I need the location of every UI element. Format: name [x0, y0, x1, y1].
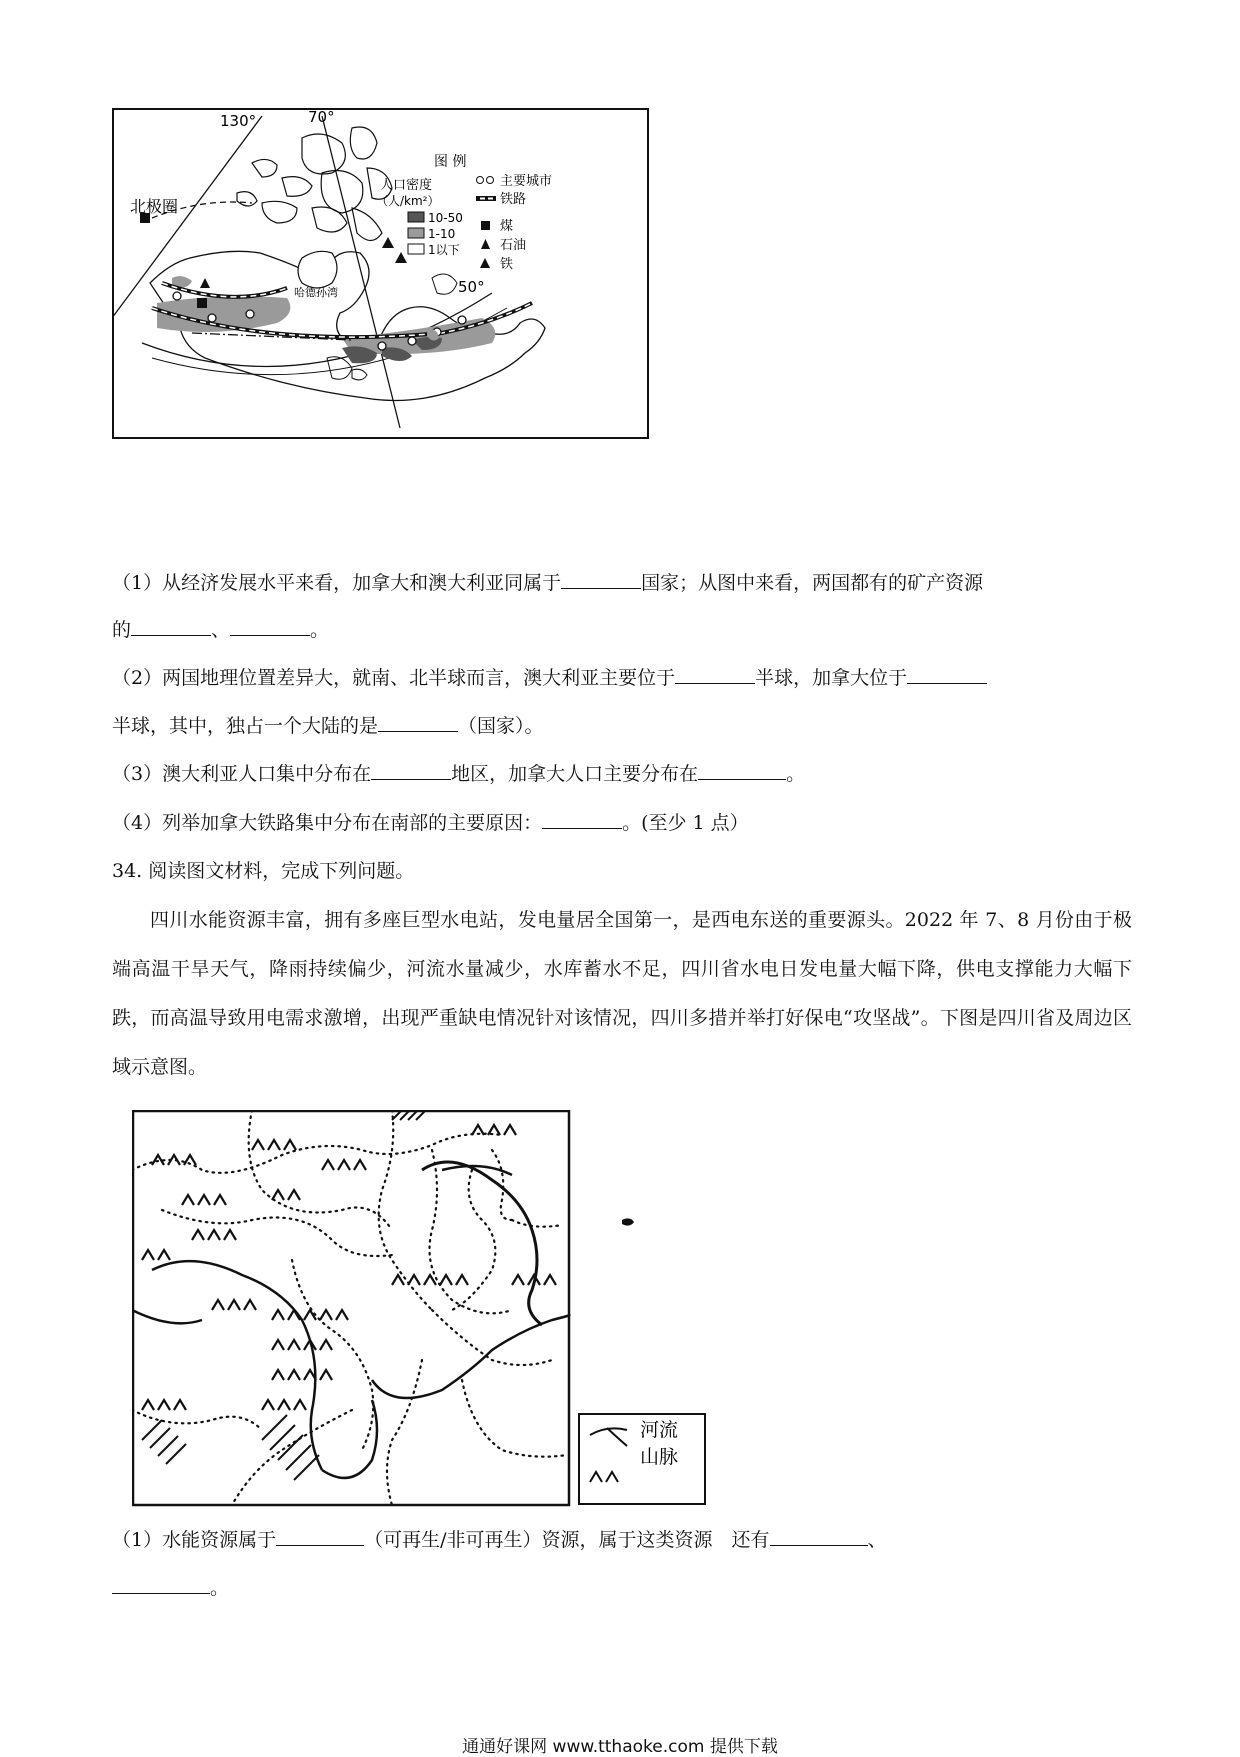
legend-railway: 铁路: [500, 192, 527, 207]
q33-item-1-line2: [112, 615, 329, 644]
q33-2-blank-2[interactable]: [907, 663, 987, 684]
arctic-circle-label: 北极圈: [130, 197, 179, 216]
q33-2-text-c: 半球，其中，独占一个大陆的是: [112, 715, 379, 737]
page-footer: 通通好课网 www.tthaoke.com 提供下载: [462, 1737, 778, 1757]
legend-river-label: 河流: [640, 1419, 679, 1441]
canada-map: [112, 108, 650, 440]
coal-symbol-south: [197, 298, 207, 308]
q34-title: 34. 阅读图文材料，完成下列问题。: [112, 860, 415, 882]
q33-1-blank-1[interactable]: [561, 568, 641, 589]
q33-2-text-d: （国家）。: [458, 715, 544, 737]
q33-3-text-b: 地区，加拿大人口主要分布在: [451, 763, 699, 785]
legend-mountain-label: 山脉: [640, 1446, 679, 1468]
legend-title: 图 例: [434, 154, 467, 170]
q34-1-text-b: （可再生/非可再生）资源，属于这类资源 还有: [364, 1529, 770, 1551]
q33-3-text-a: （3）澳大利亚人口集中分布在: [112, 763, 372, 785]
density-item-1: 10-50: [428, 211, 463, 225]
q33-3-blank-1[interactable]: [371, 759, 451, 780]
q34-item-1-line1: [112, 1525, 887, 1554]
q34-paragraph: 四川水能资源丰富，拥有多座巨型水电站，发电量居全国第一，是西电东送的重要源头。2022 年 7、8 月份由于极端高温干旱天气，降雨持续偏少，河流水量减少，水库蓄水不足，四川省水电日发电量大幅下降，供电支撑能力大幅下跌，而高温导致用电需求激增，出现严重缺电情况针对该情况，四川多措并举打好保电“攻坚战”。下图是四川省及周边区域示意图。: [112, 909, 1132, 1078]
legend-coal: 煤: [500, 219, 514, 234]
lon-130-label: 130°: [220, 112, 257, 130]
density-title: 人口密度: [380, 178, 433, 193]
q33-2-text-b: 半球，加拿大位于: [755, 667, 908, 689]
q34-1-blank-2[interactable]: [770, 1525, 868, 1546]
q34-1-text-a: （1）水能资源属于: [112, 1529, 277, 1551]
q34-1-blank-1[interactable]: [276, 1525, 364, 1546]
q33-1-text-a: （1）从经济发展水平来看，加拿大和澳大利亚同属于: [112, 572, 562, 594]
legend-city: 主要城市: [500, 174, 553, 189]
legend-iron: 铁: [500, 257, 514, 272]
q34-1-text-d: 。: [210, 1577, 230, 1599]
sichuan-map: [132, 1110, 710, 1510]
legend-oil: 石油: [500, 238, 527, 253]
q33-4-blank-1[interactable]: [542, 808, 622, 829]
q33-item-2-line2: [112, 711, 544, 740]
map2-legend: [579, 1414, 705, 1504]
q33-item-3: [112, 759, 805, 788]
q33-2-text-a: （2）两国地理位置差异大，就南、北半球而言，澳大利亚主要位于: [112, 667, 676, 689]
q33-3-text-c: 。: [786, 763, 806, 785]
q33-4-text-a: （4）列举加拿大铁路集中分布在南部的主要原因：: [112, 812, 543, 834]
q33-1-text-c: 的: [112, 619, 132, 641]
q33-1-blank-2[interactable]: [131, 615, 211, 636]
q33-3-blank-2[interactable]: [698, 759, 786, 780]
hudson-bay-label: 哈德孙湾: [294, 286, 338, 299]
q34-1-blank-3[interactable]: [112, 1573, 210, 1594]
q33-item-1-line1: [112, 568, 983, 597]
density-item-3: 1以下: [428, 243, 460, 257]
q33-1-blank-3[interactable]: [230, 615, 310, 636]
q33-2-blank-3[interactable]: [378, 711, 458, 732]
q33-4-text-b: 。(至少 1 点）: [622, 812, 749, 834]
hudson-bay: [298, 251, 337, 288]
lon-70-label: 70°: [308, 108, 335, 126]
density-item-2: 1-10: [428, 227, 456, 241]
q34-1-text-c: 、: [867, 1529, 887, 1551]
density-unit: （人/km²）: [376, 194, 440, 208]
q33-1-text-e: 。: [310, 619, 330, 641]
q33-item-2-line1: [112, 663, 987, 692]
lat-50-label: 50°: [458, 278, 485, 296]
q33-2-blank-1[interactable]: [675, 663, 755, 684]
q33-item-4: [112, 808, 749, 837]
q33-1-text-b: 国家；从图中来看，两国都有的矿产资源: [641, 572, 984, 594]
q33-1-text-d: 、: [211, 619, 231, 641]
q34-item-1-line2: [112, 1573, 229, 1602]
